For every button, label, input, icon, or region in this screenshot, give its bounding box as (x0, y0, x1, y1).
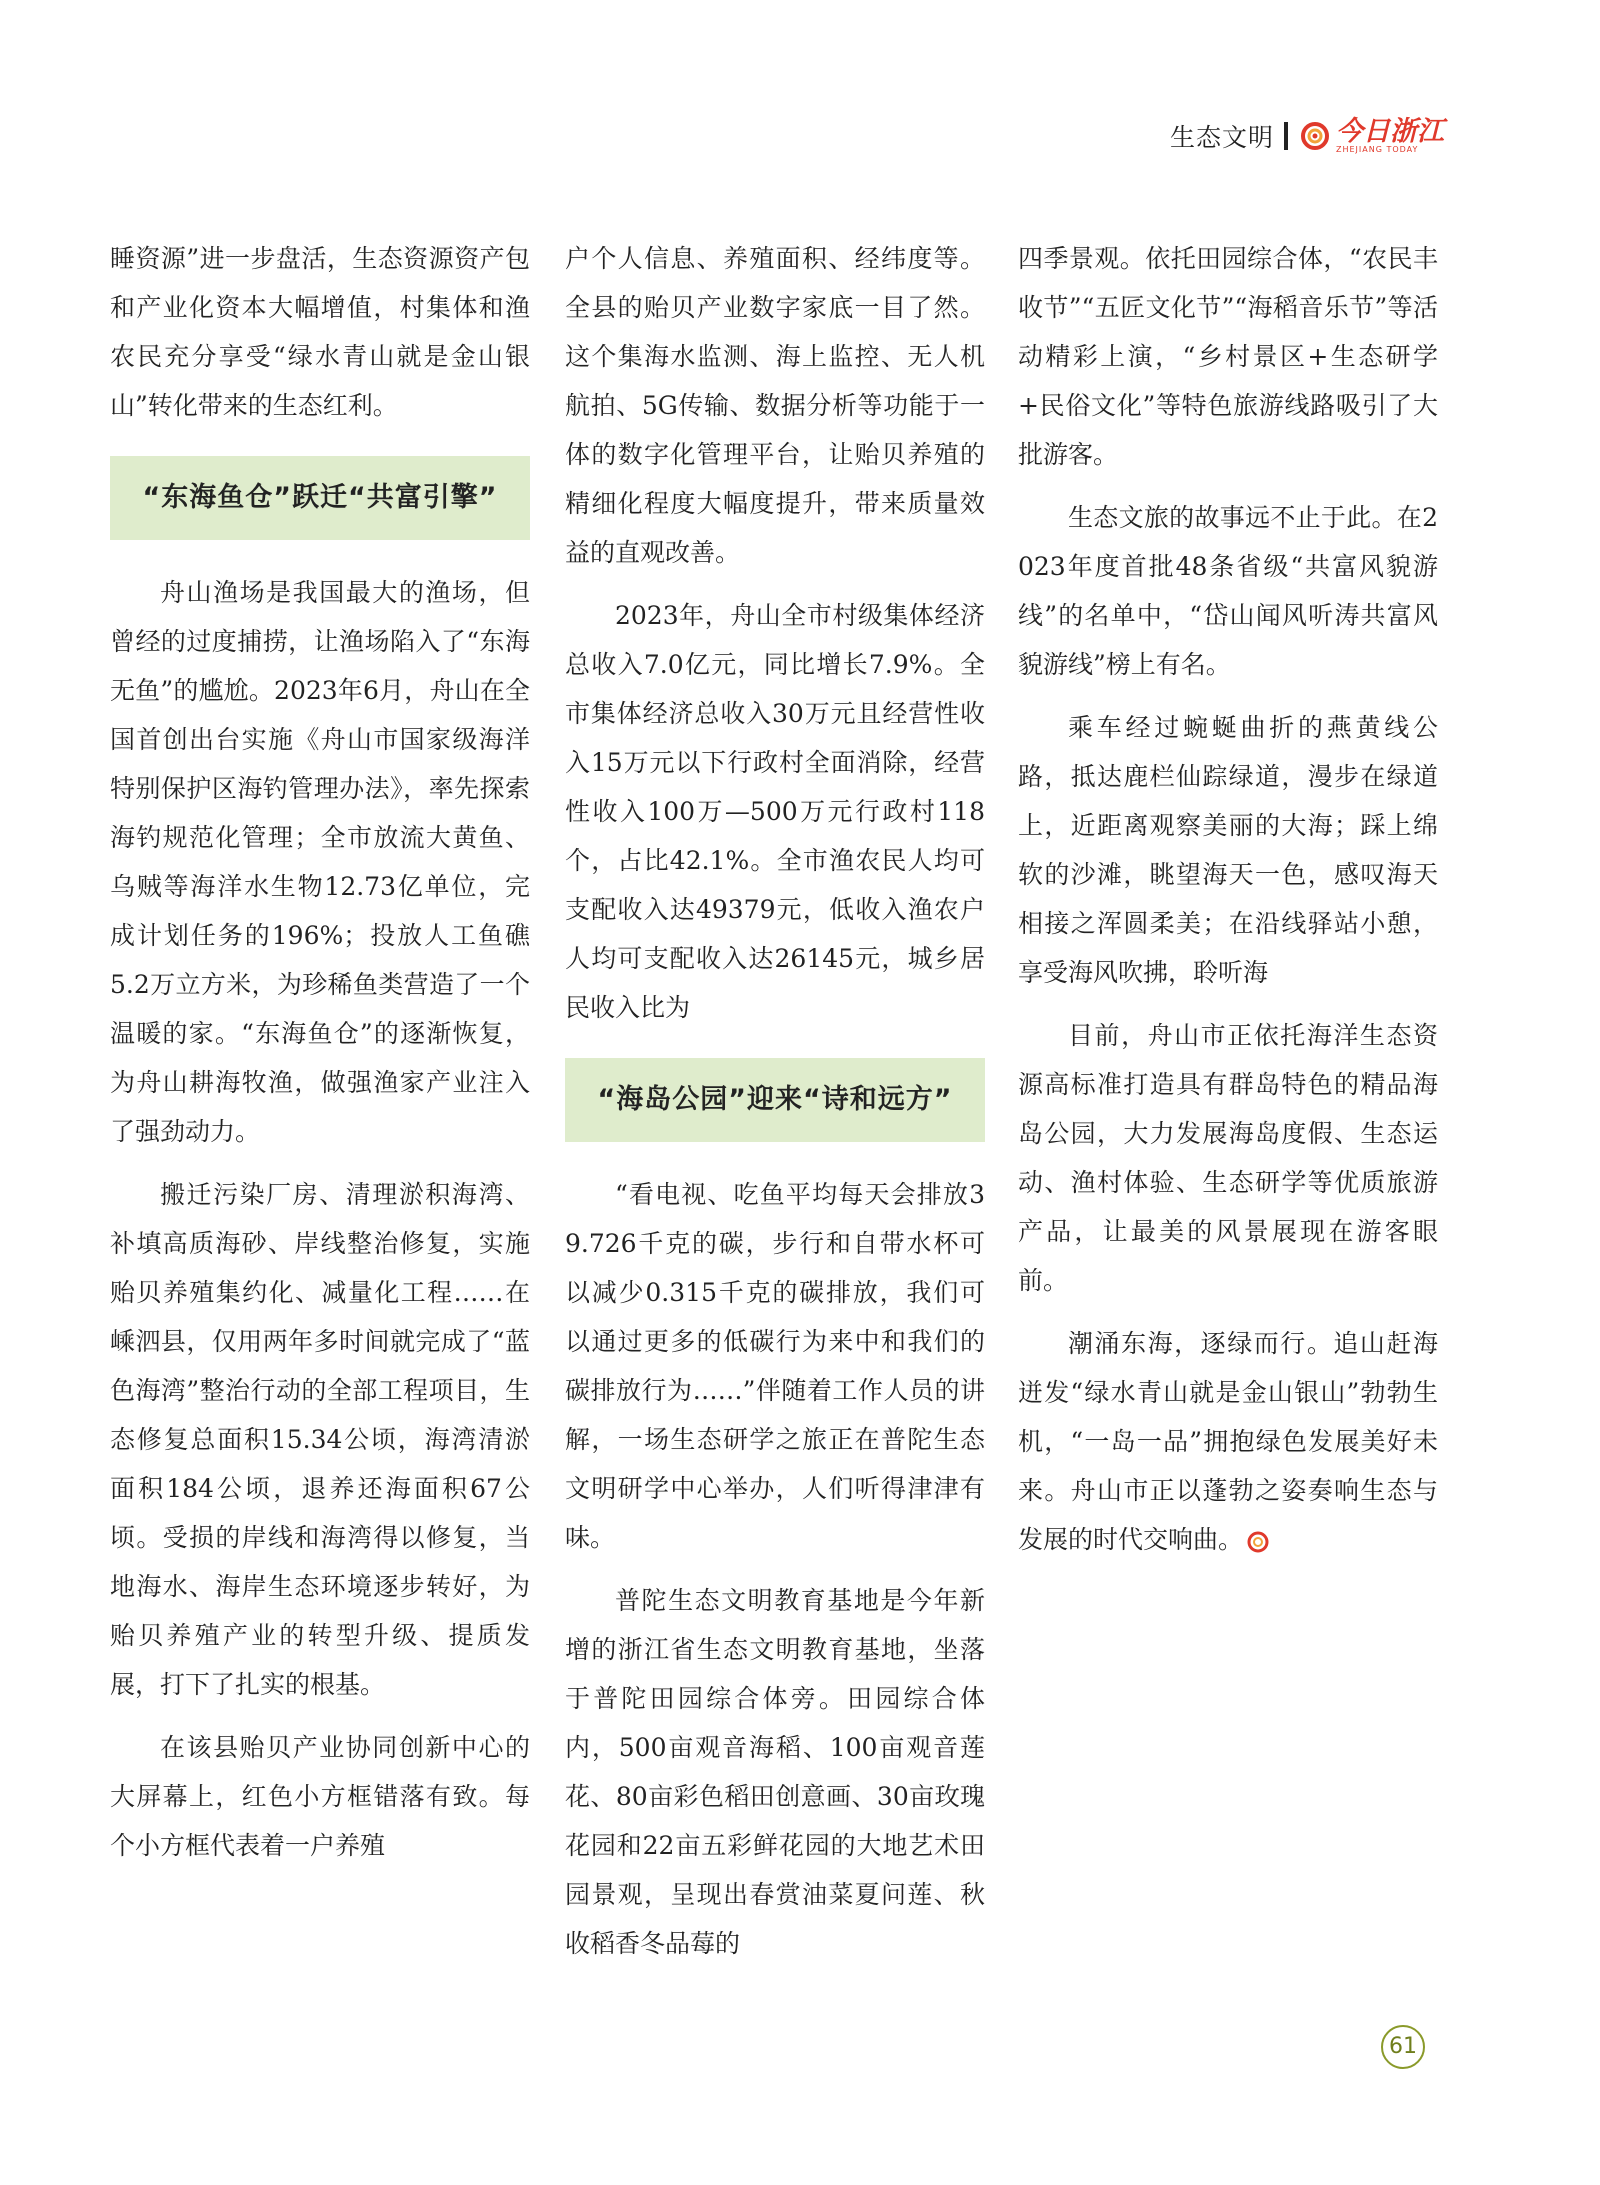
article-end-icon (1247, 1531, 1269, 1553)
subheading: “海岛公园”迎来“诗和远方” (565, 1058, 985, 1142)
paragraph: 睡资源”进一步盘活，生态资源资产包和产业化资本大幅增值，村集体和渔农民充分享受“绿水青山就是金山银山”转化带来的生态红利。 (110, 244, 530, 420)
paragraph: 目前，舟山市正依托海洋生态资源高标准打造具有群岛特色的精品海岛公园，大力发展海岛度假、生态运动、渔村体验、生态研学等优质旅游产品，让最美的风景展现在游客眼前。 (1018, 1021, 1438, 1295)
paragraph: 在该县贻贝产业协同创新中心的大屏幕上，红色小方框错落有致。每个小方框代表着一户养殖 (110, 1733, 530, 1860)
subheading: “东海鱼仓”跃迁“共富引擎” (110, 456, 530, 540)
paragraph-final (1018, 1319, 1438, 1564)
paragraph: 舟山渔场是我国最大的渔场，但曾经的过度捕捞，让渔场陷入了“东海无鱼”的尴尬。2023年6月，舟山在全国首创出台实施《舟山市国家级海洋特别保护区海钓管理办法》，率先探索海钓规范化管理；全市放流大黄鱼、乌贼等海洋水生物12.73亿单位，完成计划任务的196%；投放人工鱼礁5.2万立方米，为珍稀鱼类营造了一个温暖的家。“东海鱼仓”的逐渐恢复，为舟山耕海牧渔，做强渔家产业注入了强劲动力。 (110, 578, 530, 1146)
paragraph: 搬迁污染厂房、清理淤积海湾、补填高质海砂、岸线整治修复，实施贻贝养殖集约化、减量化工程……在嵊泗县，仅用两年多时间就完成了“蓝色海湾”整治行动的全部工程项目，生态修复总面积15.34公顷，海湾清淤面积184公顷，退养还海面积67公顷。受损的岸线和海湾得以修复，当地海水、海岸生态环境逐步转好，为贻贝养殖产业的转型升级、提质发展，打下了扎实的根基。 (110, 1180, 530, 1699)
logo-cn: 今日浙江 (1336, 116, 1444, 147)
paragraph: 普陀生态文明教育基地是今年新增的浙江省生态文明教育基地，坐落于普陀田园综合体旁。田园综合体内，500亩观音海稻、100亩观音莲花、80亩彩色稻田创意画、30亩玫瑰花园和22亩五彩鲜花园的大地艺术田园景观，呈现出春赏油菜夏问莲、秋收稻香冬品莓的 (565, 1586, 985, 1958)
article-column-1 (110, 234, 530, 1884)
paragraph: 四季景观。依托田园综合体，“农民丰收节”“五匠文化节”“海稻音乐节”等活动精彩上演，“乡村景区+生态研学+民俗文化”等特色旅游线路吸引了大批游客。 (1018, 244, 1438, 469)
header-divider (1284, 122, 1288, 150)
paragraph-text: 潮涌东海，逐绿而行。追山赶海迸发“绿水青山就是金山银山”勃勃生机，“一岛一品”拥抱绿色发展美好未来。舟山市正以蓬勃之姿奏响生态与发展的时代交响曲。 (1018, 1329, 1438, 1554)
paragraph: 生态文旅的故事远不止于此。在2023年度首批48条省级“共富风貌游线”的名单中，“岱山闻风听涛共富风貌游线”榜上有名。 (1018, 503, 1438, 679)
paragraph: “看电视、吃鱼平均每天会排放39.726千克的碳，步行和自带水杯可以减少0.315千克的碳排放，我们可以通过更多的低碳行为来中和我们的碳排放行为……”伴随着工作人员的讲解，一场生态研学之旅正在普陀生态文明研学中心举办，人们听得津津有味。 (565, 1180, 985, 1552)
paragraph: 乘车经过蜿蜒曲折的燕黄线公路，抵达鹿栏仙踪绿道，漫步在绿道上，近距离观察美丽的大海；踩上绵软的沙滩，眺望海天一色，感叹海天相接之浑圆柔美；在沿线驿站小憩，享受海风吹拂，聆听海 (1018, 713, 1438, 987)
logo-en: ZHEJIANG TODAY (1336, 145, 1419, 154)
logo-text (1336, 118, 1444, 154)
logo-swirl-icon (1300, 121, 1330, 151)
article-column-3 (1018, 234, 1438, 1578)
article-column-2 (565, 234, 985, 1982)
paragraph: 户个人信息、养殖面积、经纬度等。全县的贻贝产业数字家底一目了然。这个集海水监测、海上监控、无人机航拍、5G传输、数据分析等功能于一体的数字化管理平台，让贻贝养殖的精细化程度大幅度提升，带来质量效益的直观改善。 (565, 244, 985, 567)
page-number: 61 (1381, 2025, 1425, 2069)
page-header (1170, 118, 1444, 154)
section-label: 生态文明 (1169, 123, 1274, 152)
paragraph: 2023年，舟山全市村级集体经济总收入7.0亿元，同比增长7.9%。全市集体经济总收入30万元且经营性收入15万元以下行政村全面消除，经营性收入100万—500万元行政村118个，占比42.1%。全市渔农民人均可支配收入达49379元，低收入渔农户人均可支配收入达26145元，城乡居民收入比为 (565, 601, 985, 1022)
zhejiang-today-logo (1300, 118, 1444, 154)
